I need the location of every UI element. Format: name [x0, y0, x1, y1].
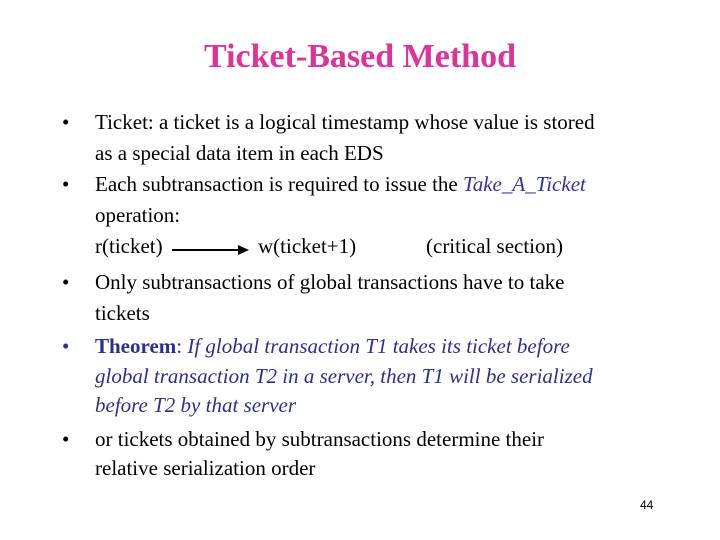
bullet-marker: •: [62, 334, 70, 358]
bullet-marker: •: [62, 172, 70, 196]
bullet-marker: •: [62, 427, 70, 451]
arrow-icon: [172, 243, 250, 255]
critical-section-note: (critical section): [426, 234, 564, 258]
bullet-5-line-2: relative serialization order: [95, 456, 316, 480]
theorem-text: If global transaction T1 takes its ticket before: [187, 334, 570, 358]
bullet-2-line-2: operation:: [95, 203, 181, 227]
theorem-label: Theorem: [95, 334, 177, 358]
theorem-line-1: [95, 334, 570, 359]
bullet-2-text: Each subtransaction is required to issue the: [95, 172, 463, 196]
take-a-ticket-term: Take_A_Ticket: [462, 172, 586, 196]
slide-title: Ticket-Based Method: [204, 38, 516, 75]
theorem-line-2: global transaction T2 in a server, then T1 will be serialized: [95, 364, 593, 388]
bullet-2-line-1: [95, 172, 586, 197]
page-number: 44: [640, 498, 654, 512]
bullet-1-line-2: as a special data item in each EDS: [95, 141, 384, 165]
ticket-read-op: r(ticket): [95, 234, 163, 258]
bullet-marker: •: [62, 110, 70, 134]
bullet-5-line-1: or tickets obtained by subtransactions determine their: [95, 427, 545, 451]
theorem-line-3: before T2 by that server: [95, 393, 297, 417]
bullet-marker: •: [62, 270, 70, 294]
theorem-colon: :: [176, 334, 183, 358]
bullet-3-line-1: Only subtransactions of global transactions have to take: [95, 270, 565, 294]
bullet-1-line-1: Ticket: a ticket is a logical timestamp whose value is stored: [95, 110, 595, 134]
bullet-3-line-2: tickets: [95, 301, 150, 325]
ticket-write-op: w(ticket+1): [258, 234, 357, 258]
